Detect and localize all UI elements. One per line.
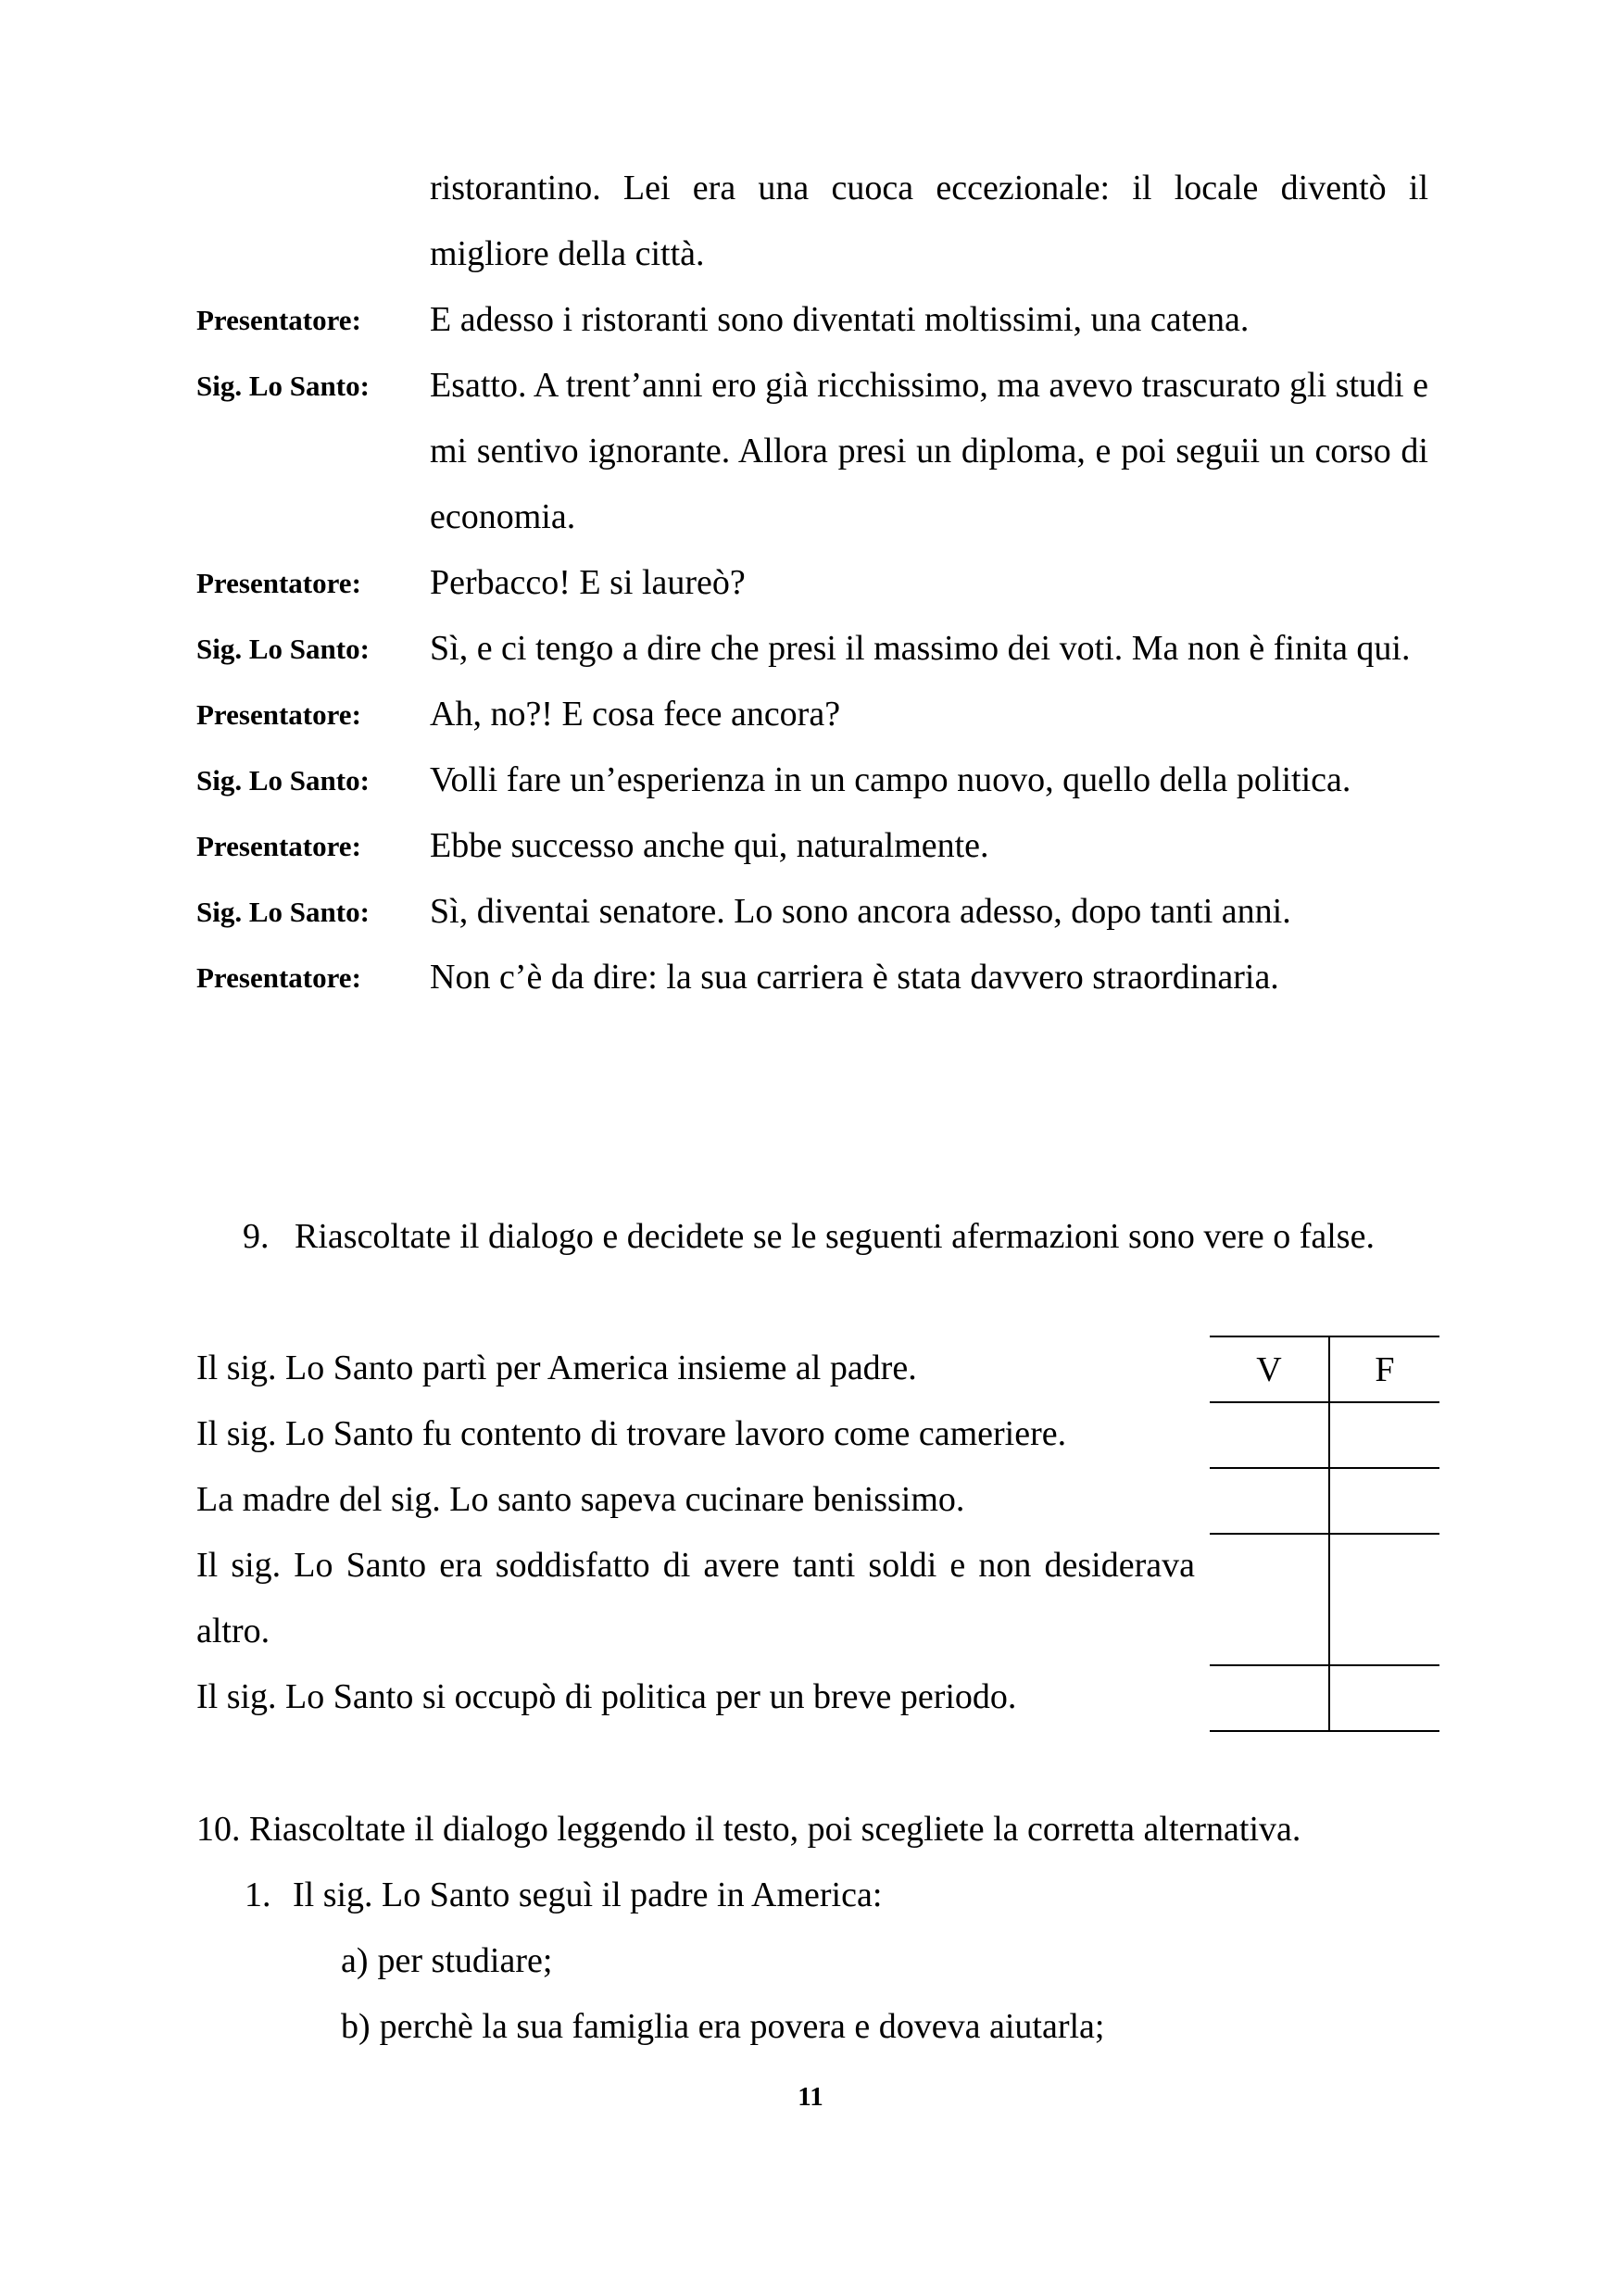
- dialogue-turn: [196, 945, 1428, 1010]
- answer-option[interactable]: [196, 1994, 1428, 2060]
- option-text: perchè la sua famiglia era povera e doveva aiutarla;: [379, 2007, 1105, 2046]
- dialogue-turn: [196, 156, 1428, 287]
- dialogue-turn: [196, 747, 1428, 813]
- option-letter: a): [341, 1941, 369, 1980]
- column-true-header: V: [1210, 1336, 1329, 1402]
- column-false-header: F: [1329, 1336, 1439, 1402]
- false-answer-cell[interactable]: [1329, 1665, 1439, 1731]
- speech-text: Sì, diventai senatore. Lo sono ancora adesso, dopo tanti anni.: [430, 892, 1291, 931]
- speech-text: Esatto. A trent’anni ero già ricchissimo, ma avevo trascurato gli studi e mi sentivo ignorante. Allora presi un diploma, e poi seguii un corso di economia.: [430, 366, 1428, 536]
- question-number: 1.: [245, 1876, 271, 1914]
- speaker-label: Sig. Lo Santo:: [196, 370, 370, 402]
- false-answer-cell[interactable]: [1329, 1534, 1439, 1665]
- speech-text: E adesso i ristoranti sono diventati moltissimi, una catena.: [430, 300, 1250, 339]
- true-answer-cell[interactable]: [1210, 1402, 1329, 1468]
- grid-row: [1210, 1468, 1439, 1534]
- dialogue-turn: [196, 287, 1428, 353]
- speaker-label: Presentatore:: [196, 961, 361, 994]
- grid-header-row: [1210, 1336, 1439, 1402]
- speech-text: Volli fare un’esperienza in un campo nuovo, quello della politica.: [430, 760, 1351, 799]
- exercise-10-instruction: 10. Riascoltate il dialogo leggendo il testo, poi scegliete la corretta alternativa.: [196, 1810, 1301, 1849]
- speech-text: Sì, e ci tengo a dire che presi il massimo dei voti. Ma non è finita qui.: [430, 629, 1411, 668]
- dialogue-turn: [196, 550, 1428, 616]
- statement: Il sig. Lo Santo si occupò di politica per un breve periodo.: [196, 1677, 1017, 1716]
- grid-row: [1210, 1665, 1439, 1731]
- speaker-label: Presentatore:: [196, 698, 361, 731]
- speaker-label: Sig. Lo Santo:: [196, 633, 370, 665]
- true-answer-cell[interactable]: [1210, 1665, 1329, 1731]
- statement: Il sig. Lo Santo era soddisfatto di avere tanti soldi e non desiderava altro.: [196, 1546, 1195, 1650]
- true-false-statements: [196, 1336, 1195, 1730]
- speech-text: Ebbe successo anche qui, naturalmente.: [430, 826, 989, 865]
- dialogue-turn: [196, 353, 1428, 550]
- true-false-grid: [1210, 1336, 1439, 1732]
- option-letter: b): [341, 2007, 371, 2046]
- answer-option[interactable]: [196, 1928, 1428, 1994]
- dialogue-turn: [196, 682, 1428, 747]
- option-text: per studiare;: [377, 1941, 553, 1980]
- statement: Il sig. Lo Santo partì per America insieme al padre.: [196, 1349, 917, 1387]
- statement: Il sig. Lo Santo fu contento di trovare lavoro come cameriere.: [196, 1414, 1067, 1453]
- speech-text: ristorantino. Lei era una cuoca eccezionale: il locale diventò il migliore della città.: [430, 169, 1428, 273]
- exercise-instruction-text: Riascoltate il dialogo e decidete se le seguenti afermazioni sono vere o false.: [295, 1217, 1375, 1256]
- speaker-label: Sig. Lo Santo:: [196, 896, 370, 928]
- exercise-number: 9.: [243, 1217, 270, 1256]
- true-answer-cell[interactable]: [1210, 1534, 1329, 1665]
- question-text: Il sig. Lo Santo seguì il padre in America:: [293, 1876, 883, 1914]
- exercise-10: [196, 1797, 1428, 2060]
- false-answer-cell[interactable]: [1329, 1402, 1439, 1468]
- speaker-label: Presentatore:: [196, 830, 361, 862]
- grid-row: [1210, 1534, 1439, 1665]
- exercise-9-instruction: [243, 1204, 1428, 1270]
- true-answer-cell[interactable]: [1210, 1468, 1329, 1534]
- dialogue-turn: [196, 879, 1428, 945]
- grid-row: [1210, 1402, 1439, 1468]
- speech-text: Perbacco! E si laureò?: [430, 563, 746, 602]
- dialogue-turn: [196, 616, 1428, 682]
- speaker-label: Presentatore:: [196, 304, 361, 336]
- false-answer-cell[interactable]: [1329, 1468, 1439, 1534]
- page-number: 11: [798, 2082, 823, 2112]
- statement: La madre del sig. Lo santo sapeva cucinare benissimo.: [196, 1480, 965, 1519]
- speech-text: Non c’è da dire: la sua carriera è stata davvero straordinaria.: [430, 958, 1279, 997]
- speech-text: Ah, no?! E cosa fece ancora?: [430, 695, 841, 734]
- speaker-label: Presentatore:: [196, 567, 361, 599]
- speaker-label: Sig. Lo Santo:: [196, 764, 370, 797]
- dialogue: [196, 156, 1428, 1010]
- dialogue-turn: [196, 813, 1428, 879]
- question: [196, 1863, 1428, 1928]
